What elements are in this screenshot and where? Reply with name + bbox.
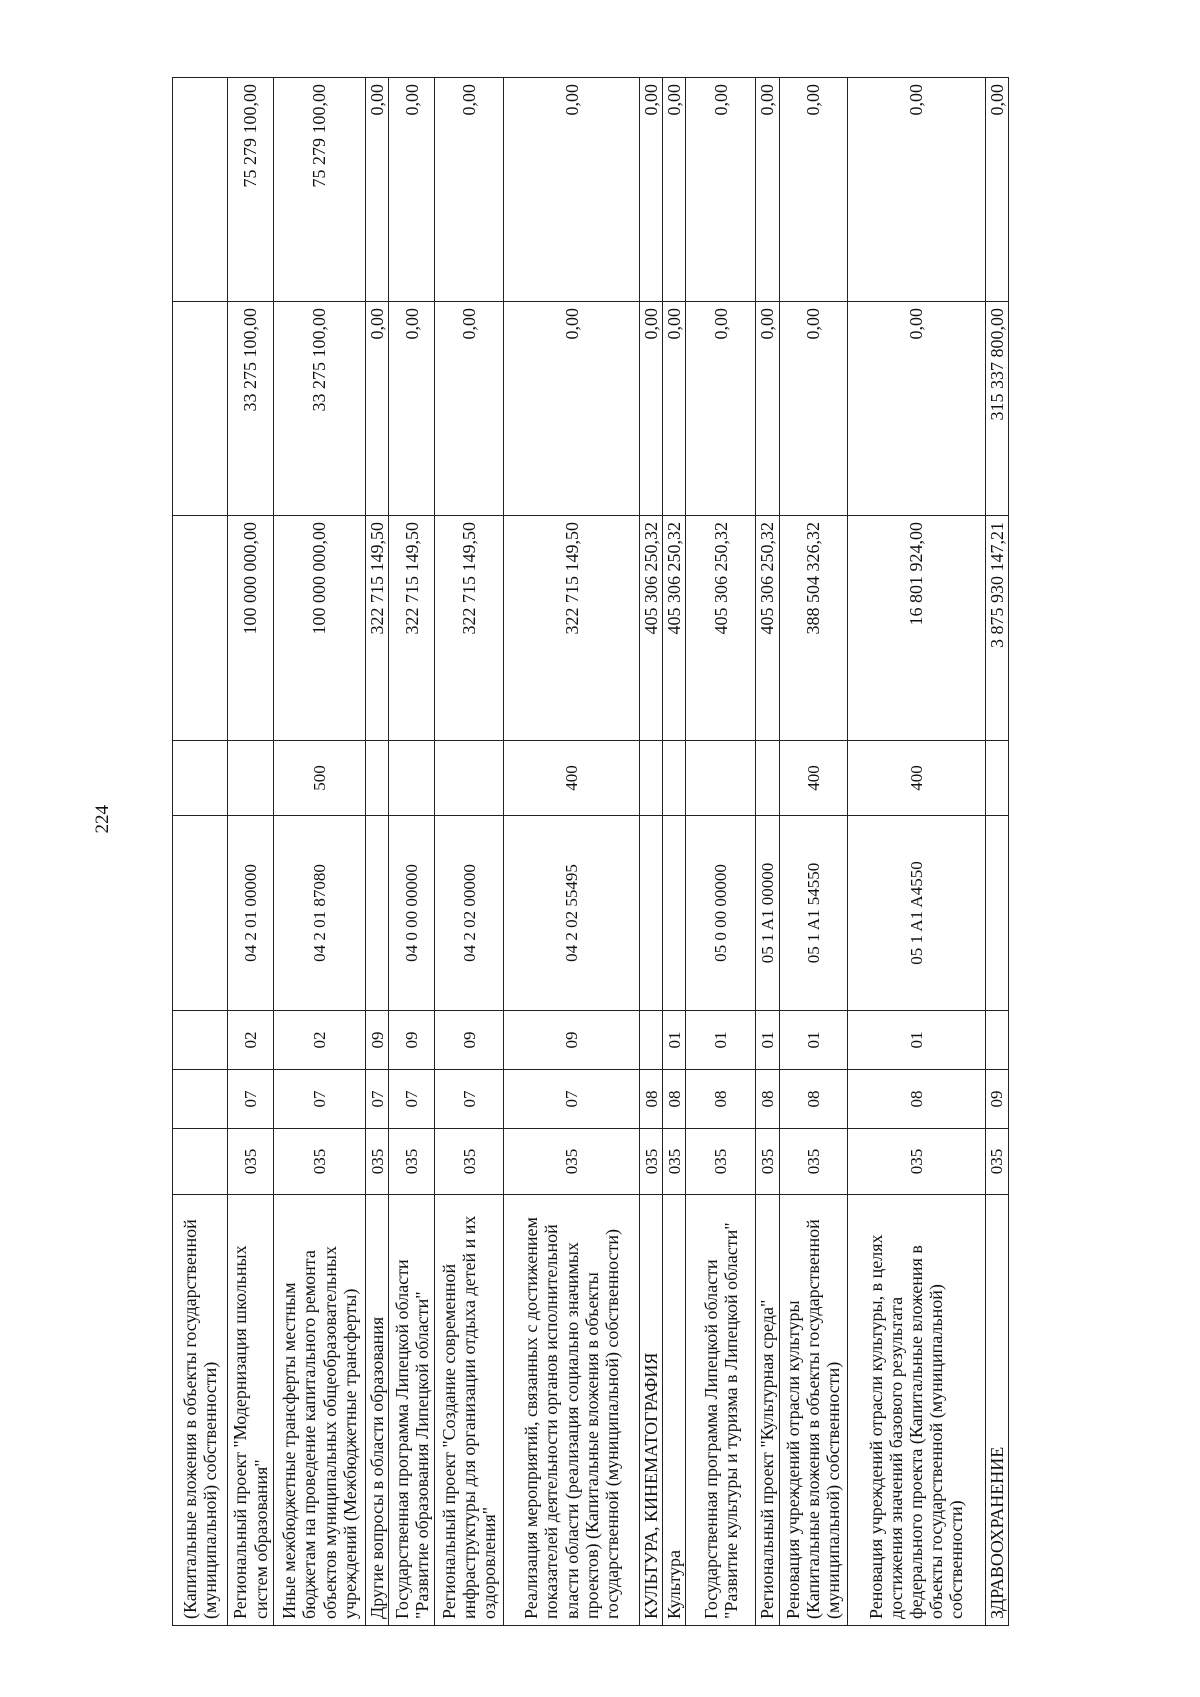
- cell-year2-amount: 0,00: [756, 302, 779, 516]
- table-row: [756, 78, 779, 1626]
- cell-csr: 04 2 02 00000: [435, 816, 504, 1011]
- table-row: [686, 78, 756, 1626]
- cell-rz: 07: [228, 1070, 274, 1129]
- cell-pr: [985, 1011, 1008, 1070]
- cell-year2-amount: 0,00: [847, 302, 985, 516]
- cell-year3-amount: 0,00: [663, 78, 686, 302]
- cell-glava: 035: [274, 1129, 366, 1195]
- cell-rz: 07: [389, 1070, 435, 1129]
- cell-csr: 04 2 02 55495: [504, 816, 640, 1011]
- cell-rz: 07: [504, 1070, 640, 1129]
- cell-year2-amount: 33 275 100,00: [274, 302, 366, 516]
- cell-pr: 09: [435, 1011, 504, 1070]
- cell-csr: 04 2 01 87080: [274, 816, 366, 1011]
- cell-glava: 035: [228, 1129, 274, 1195]
- cell-year1-amount: 405 306 250,32: [686, 516, 756, 741]
- cell-rz: 08: [779, 1070, 847, 1129]
- cell-vr: 400: [504, 741, 640, 816]
- cell-year3-amount: 0,00: [504, 78, 640, 302]
- cell-vr: 400: [779, 741, 847, 816]
- cell-year1-amount: 322 715 149,50: [504, 516, 640, 741]
- cell-glava: 035: [779, 1129, 847, 1195]
- row-name: Реализация мероприятий, связанных с достижением показателей деятельности органов исполнительной власти области (реализация социально значимых проектов) (Капитальные вложения в объекты государственной (муниципальной) собственности): [504, 1195, 640, 1626]
- row-name: Региональный проект "Модернизация школьных систем образования": [228, 1195, 274, 1626]
- cell-rz: 09: [985, 1070, 1008, 1129]
- cell-year1-amount: 405 306 250,32: [663, 516, 686, 741]
- table-body: [173, 78, 1009, 1626]
- cell-pr: [640, 1011, 663, 1070]
- cell-csr: 05 1 A1 00000: [756, 816, 779, 1011]
- cell-rz: 08: [663, 1070, 686, 1129]
- table-row: [389, 78, 435, 1626]
- cell-rz: 08: [640, 1070, 663, 1129]
- cell-year2-amount: [173, 302, 228, 516]
- cell-year3-amount: 0,00: [366, 78, 389, 302]
- cell-year2-amount: 0,00: [686, 302, 756, 516]
- table-row: [640, 78, 663, 1626]
- row-name: Государственная программа Липецкой области "Развитие образования Липецкой области": [389, 1195, 435, 1626]
- cell-year1-amount: 388 504 326,32: [779, 516, 847, 741]
- cell-glava: 035: [985, 1129, 1008, 1195]
- cell-pr: 02: [274, 1011, 366, 1070]
- cell-year3-amount: 0,00: [985, 78, 1008, 302]
- cell-year2-amount: 0,00: [435, 302, 504, 516]
- table-row: [435, 78, 504, 1626]
- cell-year3-amount: 0,00: [779, 78, 847, 302]
- cell-glava: 035: [504, 1129, 640, 1195]
- cell-year2-amount: 0,00: [366, 302, 389, 516]
- cell-csr: [663, 816, 686, 1011]
- cell-vr: [389, 741, 435, 816]
- cell-year3-amount: 75 279 100,00: [274, 78, 366, 302]
- row-name: Региональный проект "Культурная среда": [756, 1195, 779, 1626]
- cell-year3-amount: 0,00: [640, 78, 663, 302]
- cell-vr: [366, 741, 389, 816]
- cell-pr: [173, 1011, 228, 1070]
- cell-glava: [173, 1129, 228, 1195]
- row-name: (Капитальные вложения в объекты государственной (муниципальной) собственности): [173, 1195, 228, 1626]
- cell-vr: [228, 741, 274, 816]
- cell-rz: 08: [756, 1070, 779, 1129]
- row-name: Региональный проект "Создание современной инфраструктуры для организации отдыха детей и их оздоровления": [435, 1195, 504, 1626]
- cell-year3-amount: 75 279 100,00: [228, 78, 274, 302]
- cell-year1-amount: 405 306 250,32: [756, 516, 779, 741]
- cell-csr: 05 0 00 00000: [686, 816, 756, 1011]
- cell-year2-amount: 0,00: [640, 302, 663, 516]
- cell-pr: 01: [686, 1011, 756, 1070]
- cell-vr: [663, 741, 686, 816]
- cell-year1-amount: 322 715 149,50: [389, 516, 435, 741]
- cell-year2-amount: 0,00: [663, 302, 686, 516]
- cell-pr: 01: [847, 1011, 985, 1070]
- cell-csr: 04 0 00 00000: [389, 816, 435, 1011]
- cell-pr: 09: [366, 1011, 389, 1070]
- cell-year1-amount: 16 801 924,00: [847, 516, 985, 741]
- cell-csr: [366, 816, 389, 1011]
- cell-year3-amount: 0,00: [435, 78, 504, 302]
- cell-year3-amount: [173, 78, 228, 302]
- cell-vr: 500: [274, 741, 366, 816]
- table-row: [228, 78, 274, 1626]
- cell-pr: 09: [389, 1011, 435, 1070]
- table-row: [663, 78, 686, 1626]
- cell-glava: 035: [435, 1129, 504, 1195]
- cell-year2-amount: 315 337 800,00: [985, 302, 1008, 516]
- row-name: ЗДРАВООХРАНЕНИЕ: [985, 1195, 1008, 1626]
- cell-year1-amount: 322 715 149,50: [366, 516, 389, 741]
- cell-vr: [985, 741, 1008, 816]
- cell-glava: 035: [686, 1129, 756, 1195]
- cell-csr: [173, 816, 228, 1011]
- cell-rz: 07: [435, 1070, 504, 1129]
- cell-year1-amount: 100 000 000,00: [228, 516, 274, 741]
- row-name: Государственная программа Липецкой области "Развитие культуры и туризма в Липецкой области": [686, 1195, 756, 1626]
- cell-year2-amount: 0,00: [389, 302, 435, 516]
- table-row: [779, 78, 847, 1626]
- cell-pr: 01: [756, 1011, 779, 1070]
- cell-rz: 07: [274, 1070, 366, 1129]
- table-row: [274, 78, 366, 1626]
- row-name: КУЛЬТУРА, КИНЕМАТОГРАФИЯ: [640, 1195, 663, 1626]
- rotated-table-wrapper: [172, 78, 1102, 1626]
- cell-vr: [435, 741, 504, 816]
- cell-rz: [173, 1070, 228, 1129]
- cell-pr: 09: [504, 1011, 640, 1070]
- cell-csr: [985, 816, 1008, 1011]
- cell-year1-amount: 100 000 000,00: [274, 516, 366, 741]
- cell-csr: [640, 816, 663, 1011]
- cell-year2-amount: 33 275 100,00: [228, 302, 274, 516]
- cell-year2-amount: 0,00: [504, 302, 640, 516]
- row-name: Реновация учреждений отрасли культуры (Капитальные вложения в объекты государственной (муниципальной) собственности): [779, 1195, 847, 1626]
- table-row: [985, 78, 1008, 1626]
- cell-csr: 04 2 01 00000: [228, 816, 274, 1011]
- cell-year3-amount: 0,00: [756, 78, 779, 302]
- cell-glava: 035: [756, 1129, 779, 1195]
- cell-year1-amount: 322 715 149,50: [435, 516, 504, 741]
- cell-csr: 05 1 A1 54550: [779, 816, 847, 1011]
- cell-glava: 035: [640, 1129, 663, 1195]
- cell-glava: 035: [847, 1129, 985, 1195]
- table-row: [366, 78, 389, 1626]
- cell-pr: 01: [663, 1011, 686, 1070]
- cell-pr: 02: [228, 1011, 274, 1070]
- row-name: Культура: [663, 1195, 686, 1626]
- cell-csr: 05 1 A1 A4550: [847, 816, 985, 1011]
- cell-vr: 400: [847, 741, 985, 816]
- cell-vr: [640, 741, 663, 816]
- row-name: Другие вопросы в области образования: [366, 1195, 389, 1626]
- cell-vr: [686, 741, 756, 816]
- page-number: 224: [92, 805, 113, 834]
- cell-vr: [173, 741, 228, 816]
- cell-rz: 08: [847, 1070, 985, 1129]
- budget-table: [172, 77, 1009, 1626]
- cell-year2-amount: 0,00: [779, 302, 847, 516]
- table-row: [847, 78, 985, 1626]
- table-row: [504, 78, 640, 1626]
- cell-year3-amount: 0,00: [847, 78, 985, 302]
- cell-glava: 035: [366, 1129, 389, 1195]
- cell-rz: 08: [686, 1070, 756, 1129]
- cell-year1-amount: 405 306 250,32: [640, 516, 663, 741]
- cell-year3-amount: 0,00: [389, 78, 435, 302]
- cell-glava: 035: [663, 1129, 686, 1195]
- cell-year1-amount: 3 875 930 147,21: [985, 516, 1008, 741]
- cell-pr: 01: [779, 1011, 847, 1070]
- cell-year3-amount: 0,00: [686, 78, 756, 302]
- cell-rz: 07: [366, 1070, 389, 1129]
- cell-glava: 035: [389, 1129, 435, 1195]
- cell-year1-amount: [173, 516, 228, 741]
- table-row: [173, 78, 228, 1626]
- row-name: Иные межбюджетные трансферты местным бюджетам на проведение капитального ремонта объектов муниципальных общеобразовательных учреждений (Межбюджетные трансферты): [274, 1195, 366, 1626]
- cell-vr: [756, 741, 779, 816]
- row-name: Реновация учреждений отрасли культуры, в целях достижения значений базового результата федерального проекта (Капитальные вложения в объекты государственной (муниципальной) собственности): [847, 1195, 985, 1626]
